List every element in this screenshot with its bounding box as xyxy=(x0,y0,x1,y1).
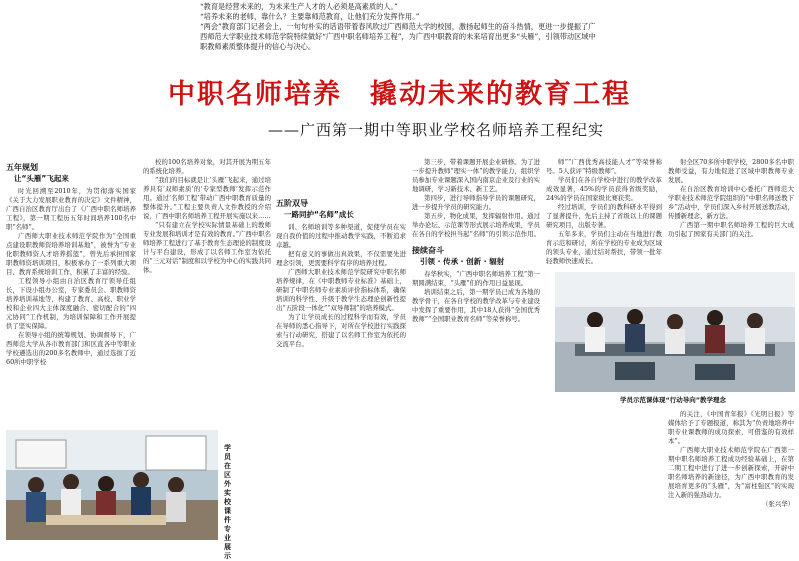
paragraph: 的关注，《中国青年报》《光明日报》等媒体给予了专题报道，称其为“负责地培养中职专业课教师的成功探索，可借鉴的有效样本”。 xyxy=(668,410,794,445)
paragraph: 培训结束之后，第一期学员已成为各地的教学骨干，在各自学校的教学改革与专业建设中发挥了重要作用，其中18人获得“全国优秀教师”“全国职业教育名师”等荣誉称号。 xyxy=(412,288,540,323)
paragraph: 射全区70多所中职学校，2800多名中职教师受益，有力地促进了区域中职教师专业发展。 xyxy=(668,158,794,184)
column-4 xyxy=(412,158,540,540)
paragraph: 广西师大职业技术师范学院研究中职名师培养规律，在《中职教师专业标准》基础上，研制了中职名师专业素质评价指标体系，确保培训的科学性、升级于教学生态理论创新性提出“五阶段一体化”“双导师制”的培养模式。 xyxy=(276,268,406,312)
paragraph: 广西师大职业技术师范学院作为“全国重点建设职教师资培养培训基地”，被誉为“专业化职教师资人才培养摇篮”，曾先后承担国家职教师资培训项目，积极承办了一系列重大项目、教育系统培训工作，积累了丰富的经验。 xyxy=(6,232,136,276)
paragraph: 五年多来，学员们主动在当地进行教育示范和研讨，所在学校的专业成为区域的领头专业，通过结对帮扶，带领一批年轻教师快速成长。 xyxy=(546,230,662,265)
section-1-title: 五年规划 xyxy=(6,163,38,172)
photo-2-caption: 学员示范课体现“行动导向”教学理念 xyxy=(620,396,727,404)
byline: （张兴华） xyxy=(762,500,794,508)
intro-block xyxy=(200,2,600,52)
paragraph: 学员们在各自学校中进行的教学改革成效显著，45%的学员获得省级奖励，24%的学员在国家级比赛获奖。 xyxy=(546,176,662,202)
intro-line-3: “两会”教育部门记者会上，一句句朴实的话语带着春风吹过广西师范大学的校园，激扬起师生的奋斗热情，更进一步提振了广西师范大学职业技术师范学院特续做好“广西中职名师培养工程”，为广西中职教育的未来培育出更多“头雁”，引领带动区域中职教师素质整体提升的信心与决心。 xyxy=(200,22,596,51)
paragraph: 春华秋实，“广西中职名师培养工程”第一期圆满结束，“头雁”们的作用日益显现。 xyxy=(412,270,540,287)
column-2 xyxy=(143,158,271,458)
section-3-title: 接续奋斗 xyxy=(412,246,444,255)
paragraph: 在领导小组的统筹规划、协调督导下，广西师范大学从各市教育部门和区直各中等职业学校遴选出的200多名教师中，通过选拔了近60所中职学校 xyxy=(6,331,136,366)
paragraph: 在自治区教育培训中心委托广西师范大学职业技术师范学院组织的“中职名师送教下乡”活动中，学员们深入乡村开展送教活动，传播新理念、新方法。 xyxy=(668,185,794,220)
paragraph: 第五步，物化成果，发挥辐射作用。通过举办论坛、示范课等形式展示培养成果，学员在各自的学校担当起“名师”的引领示范作用。 xyxy=(412,212,540,238)
article-headline xyxy=(0,72,799,111)
column-6 xyxy=(668,158,794,268)
paragraph: 广西第一期中职名师培养工程的巨大成功引起了国家有关部门的关注。 xyxy=(668,221,794,238)
paragraph: 第四步，进行导师指导学员的课题研究，进一步提升学员的研究能力。 xyxy=(412,194,540,211)
paragraph: 第三步，带着课题开展企业研修。为了进一步提升教师“理实一体”的教学能力，组织学员参加专业课题深入国内南京企业及行业的实地调研，学习新技术、新工艺。 xyxy=(412,158,540,193)
section-1-subtitle: 让“头雁”飞起来 xyxy=(14,174,69,183)
paragraph: “只有建立在学校实际情景基础上的教师专业发展和培训才是有效的教育。”广西中职名师培养工程进行了基于教育生态理论的制度设计与平台建设，形成了以名师工作室为依托的“三元对话”制度和以学校为中心的实践共同体。 xyxy=(143,221,271,274)
photo-classroom-display xyxy=(6,430,218,540)
paragraph: 经过培训，学员们的教科研水平得到了显著提升，先后主持了省级以上的课题研究项目，出版专著。 xyxy=(546,203,662,229)
section-2-subtitle: 一路同护“名师”成长 xyxy=(284,210,354,219)
column-3 xyxy=(276,158,406,540)
paragraph: 训、名师培训等多种渠道，促使学员在实现自我价值的过程中推动教学实践，不断追求卓越。 xyxy=(276,223,406,249)
photo-1-caption: 学员在区外实校课件专业展示 xyxy=(224,444,231,560)
paragraph: 校的100名培养对象，对其开展为期五年的系统化培养。 xyxy=(143,158,271,175)
paragraph: 为了让学员成长的过程科学而有效，学员在导师的悉心指导下，对所在学校进行实践探索与行动研究，搭建了以名师工作室为依托的交流平台。 xyxy=(276,313,406,348)
paragraph: 师”“广西优秀高技能人才”等荣誉称号。5人获评“特级教师”。 xyxy=(546,158,662,175)
paragraph: 把有意义的事做出真效果，不仅需要先进理念引领，更需要科学有序的培养过程。 xyxy=(276,250,406,267)
intro-line-2: “培养未来的老师，靠什么？主要靠师范教育，让他们充分发挥作用。” xyxy=(200,12,420,21)
column-1 xyxy=(6,160,136,460)
photo-demo-lesson xyxy=(555,272,795,392)
paragraph: “我们的目标就是让‘头雁’飞起来，通过培养具有‘双师素质’的‘专家型教师’发挥示范作用。通过‘名师工程’带动广西中职教育质量的整体提升。”工程主要负责人文件教授的介绍说，广西中职名师培养工程开展实施以来…… xyxy=(143,176,271,220)
section-3-subtitle: 引领 · 传承 · 创新 · 辐射 xyxy=(420,257,505,266)
headline-part-2: 撬动未来的教育工程 xyxy=(370,79,631,110)
paragraph: 工程领导小组由自治区教育厅领导任组长，下设小组办公室，专家委员会、职教师资培养培训基地等，构建了教育、高校、职业学校和企业四大主体深度融合、密切配合的“四元协同”工作机制，为培训保障和工作开展提供了坚实保障。 xyxy=(6,277,136,330)
column-7 xyxy=(668,410,794,542)
intro-line-1: “教育是经营未来的，为未来生产人才的人必须是高素质的人。” xyxy=(200,2,398,11)
headline-part-1: 中职名师培养 xyxy=(168,79,342,110)
section-2-title: 五阶双导 xyxy=(276,199,308,208)
paragraph: 时光回溯至2010年，为贯彻落实国家《关于大力发展职业教育的决定》文件精神，广西自治区教育厅出台了《广西中职名师培养工程》，第一期工程历五年时间培养100名中职“名师”。 xyxy=(6,187,136,231)
paragraph: 广西师大职业技术师范学院在广西第一期中职名师培养工程成功经验基础上，在第二期工程中进行了进一步创新探索，开辟中职名师培养的新途径，为广西中职教育的发展培育更多的“头雁”，为“富柱强区”的实现注入新的强劲动力。 xyxy=(668,446,794,499)
article-subheadline: ——广西第一期中等职业学校名师培养工程纪实 xyxy=(268,121,605,139)
